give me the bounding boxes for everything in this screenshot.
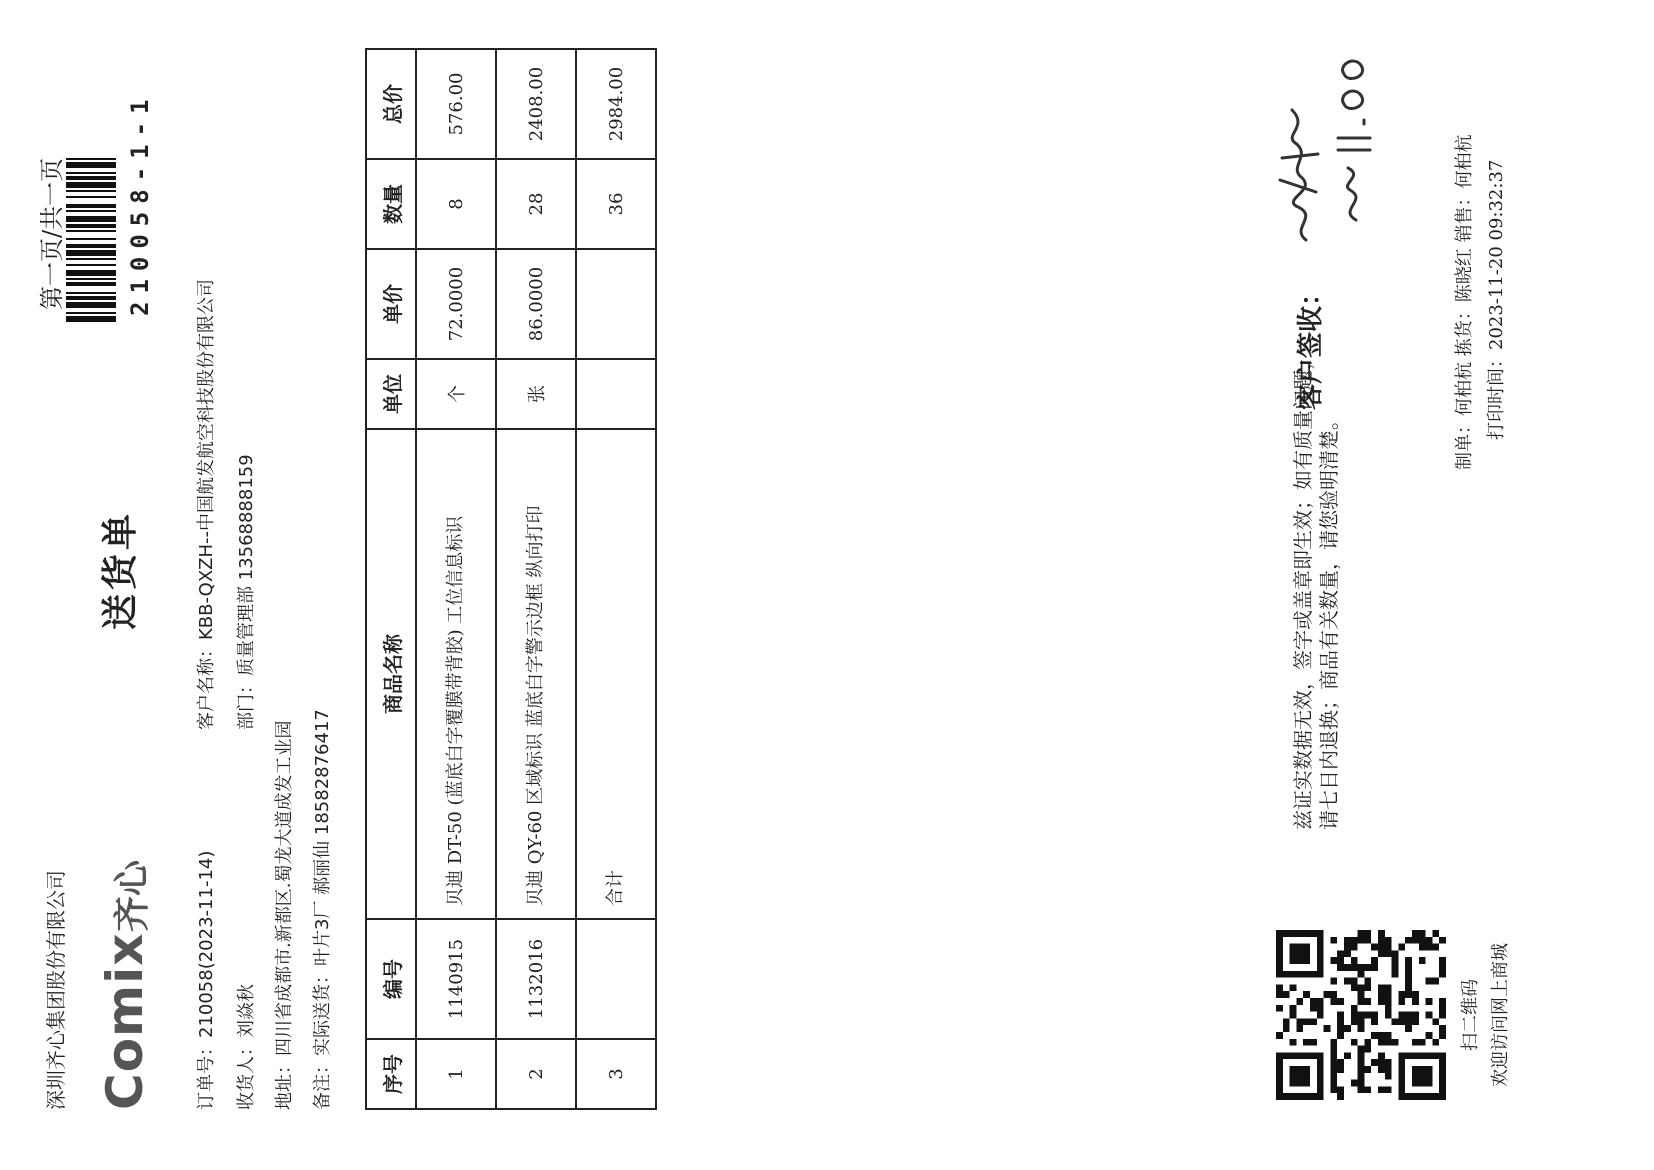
header-quantity: 数量 [366, 159, 416, 249]
delivery-address: 地址：四川省成都市.新都区.蜀龙大道成发工业园 [274, 720, 295, 1110]
logo-chinese-text: 齐心 [112, 859, 153, 932]
table-header-row [366, 49, 416, 1109]
cell-unit: 张 [496, 359, 576, 429]
page-indicator: 第一页/共一页 [38, 157, 66, 310]
print-time: 打印时间：2023-11-20 09:32:37 [1486, 159, 1507, 440]
department: 部门：质量管理部 13568888159 [236, 454, 257, 730]
cell-quantity: 28 [496, 159, 576, 249]
cell-seq: 3 [576, 1039, 656, 1109]
cell-code [576, 919, 656, 1039]
document-title: 送货单 [100, 509, 141, 630]
qr-hint [1456, 920, 1516, 1110]
cell-unit-price: 86.0000 [496, 249, 576, 359]
header-product-name: 商品名称 [366, 429, 416, 919]
logo-brand-text: Comix [96, 932, 154, 1110]
header-seq: 序号 [366, 1039, 416, 1109]
cell-seq: 2 [496, 1039, 576, 1109]
customer-signature-label: 客户签收： [1296, 279, 1326, 410]
order-code: 210058-1-1 [126, 91, 154, 316]
cell-product-name: 贝迪 DT-50 (蓝底白字覆膜带背胶) 工位信息标识 [416, 429, 496, 919]
table-total-row [576, 49, 656, 1109]
notice-text: 兹证实数据无效，签字或盖章即生效；如有质量问题，请七日内退换；商品有关数量，请您验明清楚。 [1291, 350, 1341, 830]
order-number: 订单号：210058(2023-11-14) [196, 850, 217, 1110]
cell-unit: 个 [416, 359, 496, 429]
qr-hint-line-2: 欢迎访问网上商城 [1490, 943, 1511, 1087]
cell-product-name: 贝迪 QY-60 区域标识 蓝底白字警示边框 纵向打印 [496, 429, 576, 919]
cell-unit [576, 359, 656, 429]
cell-seq: 1 [416, 1039, 496, 1109]
header-unit-price: 单价 [366, 249, 416, 359]
cell-total-quantity: 36 [576, 159, 656, 249]
qr-code [1276, 930, 1446, 1100]
cell-code: 1132016 [496, 919, 576, 1039]
receiver: 收货人：刘焱秋 [236, 984, 257, 1110]
comix-logo [96, 850, 156, 1110]
company-name: 深圳齐心集团股份有限公司 [44, 870, 68, 1110]
header-total-price: 总价 [366, 49, 416, 159]
cell-quantity: 8 [416, 159, 496, 249]
customer-name: 客户名称：KBB-QXZH--中国航发航空科技股份有限公司 [196, 278, 217, 730]
table-row [496, 49, 576, 1109]
header-code: 编号 [366, 919, 416, 1039]
handwritten-signature [1272, 30, 1382, 250]
cell-total-price: 2408.00 [496, 49, 576, 159]
barcode [66, 52, 116, 322]
cell-unit-price [576, 249, 656, 359]
table-row [416, 49, 496, 1109]
cell-total-price: 576.00 [416, 49, 496, 159]
header-unit: 单位 [366, 359, 416, 429]
qr-hint-line-1: 扫二维码 [1460, 979, 1481, 1051]
staff-info: 制单：何柏杭 拣货：陈晓红 销售：何柏杭 [1454, 134, 1475, 470]
items-table [365, 48, 657, 1110]
cell-grand-total: 2984.00 [576, 49, 656, 159]
cell-code: 1140915 [416, 919, 496, 1039]
remark: 备注：实际送货：叶片3厂 郝丽仙 18582876417 [312, 709, 333, 1110]
cell-total-label: 合计 [576, 429, 656, 919]
cell-unit-price: 72.0000 [416, 249, 496, 359]
